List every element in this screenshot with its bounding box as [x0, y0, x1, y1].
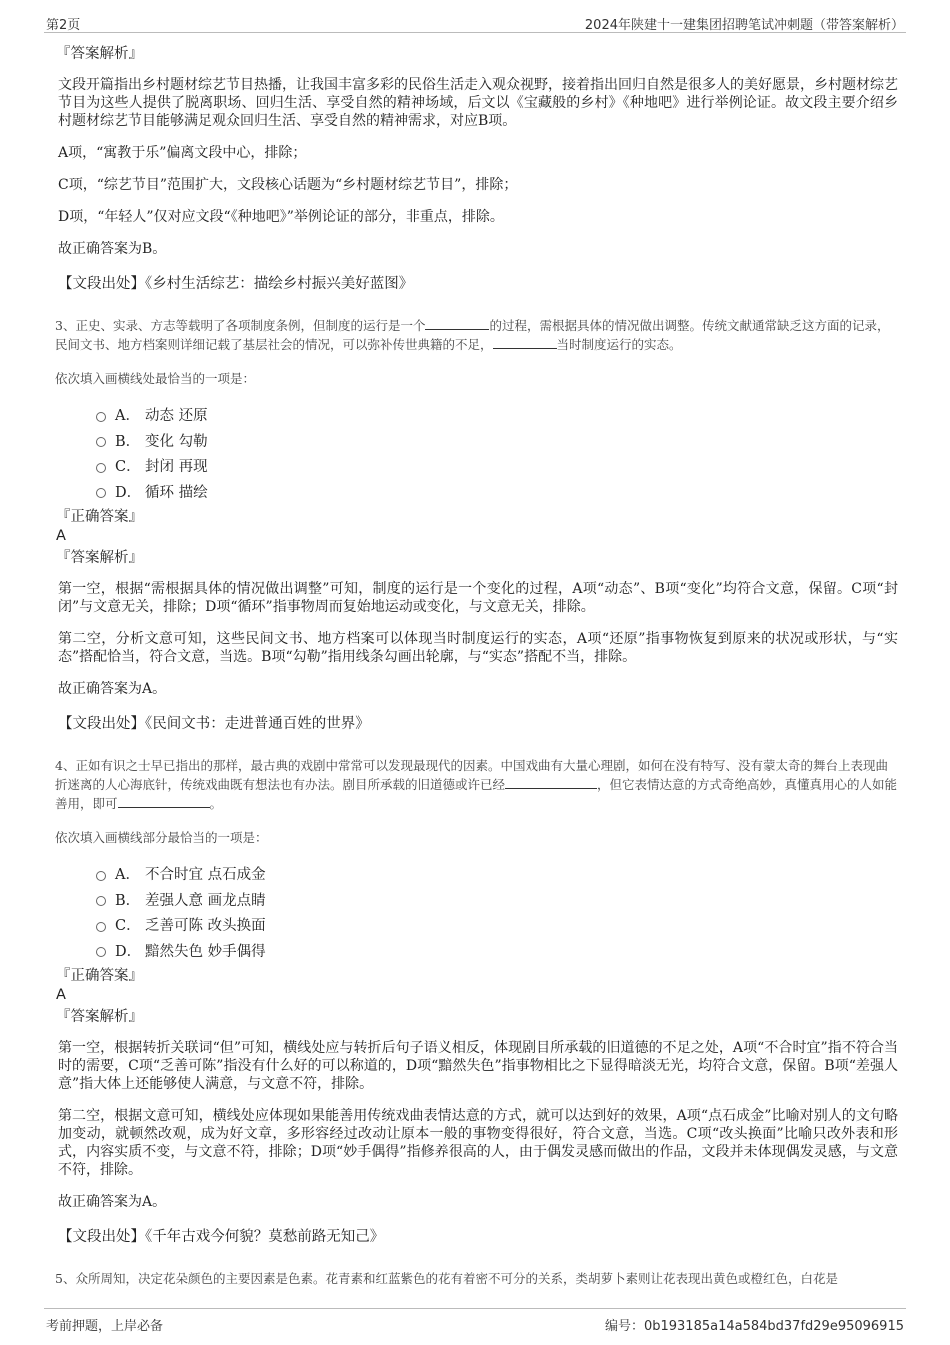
question-text: 当时制度运行的实态。 [556, 337, 682, 352]
fill-blank [118, 795, 210, 808]
option-letter: C． [115, 459, 141, 476]
analysis-paragraph: 第二空，根据文意可知，横线处应体现如果能善用传统戏曲表情达意的方式，就可以达到好的效果，A项“点石成金”比喻对别人的文句略加变动，就顿然改观，成为好文章，多形容经过改动让原本一般的事物变得很好，符合文意，当选。C项“改头换面”比喻只改外表和形式，内容实质不变，与文意不符，排除；D项“妙手偶得”指修养很高的人，由于偶发灵感而做出的作品，文段并未体现偶发灵感，与文意不符，排除。 [58, 1108, 898, 1178]
analysis-label: 『答案解析』 [56, 1009, 143, 1025]
analysis-label: 『答案解析』 [56, 46, 143, 62]
page-footer [44, 1308, 906, 1335]
correct-answer-value: A [56, 987, 66, 1003]
source-citation: 【文段出处】《民间文书：走进普通百姓的世界》 [58, 716, 370, 732]
footer-slogan: 考前押题，上岸必备 [46, 1319, 164, 1334]
option-b[interactable] [96, 428, 898, 454]
main-content [55, 44, 898, 1288]
source-citation: 【文段出处】《千年古戏今何貌？莫愁前路无知己》 [58, 1229, 385, 1245]
question-instruction: 依次填入画横线处最恰当的一项是： [55, 371, 256, 386]
option-letter: B． [115, 892, 141, 909]
option-letter: A． [115, 867, 140, 884]
options-list [96, 861, 898, 963]
option-text: 不合时宜 点石成金 [145, 867, 266, 884]
final-answer-text: 故正确答案为A。 [58, 681, 167, 697]
analysis-paragraph: A项，“寓教于乐”偏离文段中心，排除； [58, 145, 307, 161]
option-text: 黯然失色 妙手偶得 [145, 943, 266, 960]
option-a[interactable] [96, 861, 898, 887]
option-text: 循环 描绘 [145, 484, 208, 501]
radio-icon[interactable] [96, 947, 106, 957]
option-letter: A． [115, 408, 140, 425]
page-number: 第2页 [46, 18, 81, 33]
document-id: 编号：0b193185a14a584bd37fd29e95096915 [604, 1319, 904, 1334]
question-text: ，但它表情达意的方式奇绝高妙，真懂真用心的人如能善用，即可 [55, 777, 898, 811]
radio-icon[interactable] [96, 488, 106, 498]
question-4 [55, 756, 898, 813]
radio-icon[interactable] [96, 922, 106, 932]
option-d[interactable] [96, 938, 898, 964]
correct-answer-label: 『正确答案』 [56, 509, 143, 525]
option-a[interactable] [96, 402, 898, 428]
option-text: 封闭 再现 [145, 459, 208, 476]
radio-icon[interactable] [96, 412, 106, 422]
analysis-paragraph: 文段开篇指出乡村题材综艺节目热播，让我国丰富多彩的民俗生活走入观众视野，接着指出回归自然是很多人的美好愿景，乡村题材综艺节目为这些人提供了脱离职场、回归生活、享受自然的精神场域，后文以《宝藏般的乡村》《种地吧》进行举例论证。故文段主要介绍乡村题材综艺节目能够满足观众回归生活、享受自然的精神需求，对应B项。 [58, 77, 898, 129]
fill-blank [493, 336, 557, 349]
question-text: 。 [209, 796, 223, 811]
fill-blank [425, 317, 489, 330]
analysis-paragraph: 第一空，根据转折关联词“但”可知，横线处应与转折后句子语义相反，体现剧目所承载的旧道德的不足之处，A项“不合时宜”指不符合当时的需要，C项“乏善可陈”指没有什么好的可以称道的，D项“黯然失色”指事物相比之下显得暗淡无光，均符合文意，保留。B项“差强人意”指大体上还能够使人满意，与文意不符，排除。 [58, 1040, 898, 1092]
analysis-paragraph: 第二空，分析文意可知，这些民间文书、地方档案可以体现当时制度运行的实态，A项“还原”指事物恢复到原来的状况或形状，与“实态”搭配恰当，符合文意，当选。B项“勾勒”指用线条勾画出轮廓，与“实态”搭配不当，排除。 [58, 631, 898, 665]
correct-answer-value: A [56, 528, 66, 544]
question-text: 3、正史、实录、方志等载明了各项制度条例，但制度的运行是一个 [55, 318, 426, 333]
question-text: 4、正如有识之士早已指出的那样，最古典的戏剧中常常可以发现最现代的因素。中国戏曲有大量心理剧，如何在没有特写、没有蒙太奇的舞台上表现曲折迷离的人心海底针，传统戏曲既有想法也有办法。剧目所承载的旧道德或许已经 [55, 758, 888, 792]
radio-icon[interactable] [96, 437, 106, 447]
question-text: 5、众所周知，决定花朵颜色的主要因素是色素。花青素和红蓝紫色的花有着密不可分的关系，类胡萝卜素则让花表现出黄色或橙红色，白花是 [55, 1271, 838, 1286]
radio-icon[interactable] [96, 896, 106, 906]
option-b[interactable] [96, 887, 898, 913]
analysis-label: 『答案解析』 [56, 550, 143, 566]
fill-blank [505, 776, 597, 789]
question-3 [55, 316, 898, 354]
option-c[interactable] [96, 912, 898, 938]
analysis-paragraph: 第一空，根据“需根据具体的情况做出调整”可知，制度的运行是一个变化的过程，A项“动态”、B项“变化”均符合文意，保留。C项“封闭”与文意无关，排除；D项“循环”指事物周而复始地运动或变化，与文意无关，排除。 [58, 581, 898, 615]
option-letter: D． [115, 484, 142, 501]
correct-answer-label: 『正确答案』 [56, 968, 143, 984]
option-text: 乏善可陈 改头换面 [145, 918, 266, 935]
final-answer-text: 故正确答案为B。 [58, 241, 167, 257]
option-text: 差强人意 画龙点睛 [145, 892, 266, 909]
document-title: 2024年陕建十一建集团招聘笔试冲刺题（带答案解析） [584, 18, 904, 33]
question-instruction: 依次填入画横线部分最恰当的一项是： [55, 830, 268, 845]
option-letter: B． [115, 433, 141, 450]
option-letter: D． [115, 943, 142, 960]
option-c[interactable] [96, 453, 898, 479]
option-letter: C． [115, 918, 141, 935]
option-d[interactable] [96, 479, 898, 505]
radio-icon[interactable] [96, 463, 106, 473]
question-5 [55, 1269, 898, 1288]
option-text: 动态 还原 [145, 408, 208, 425]
source-citation: 【文段出处】《乡村生活综艺：描绘乡村振兴美好蓝图》 [58, 276, 414, 292]
radio-icon[interactable] [96, 871, 106, 881]
page-header [44, 10, 906, 33]
analysis-paragraph: C项，“综艺节目”范围扩大，文段核心话题为“乡村题材综艺节目”，排除； [58, 177, 518, 193]
question-text: 的过程，需根据具体的情况做出调整。传统文献通常缺乏这方面的记录，民间文书、地方档案则详细记载了基层社会的情况，可以弥补传世典籍的不足， [55, 318, 890, 352]
option-text: 变化 勾勒 [145, 433, 208, 450]
options-list [96, 402, 898, 504]
analysis-paragraph: D项，“年轻人”仅对应文段“《种地吧》”举例论证的部分，非重点，排除。 [58, 209, 504, 225]
final-answer-text: 故正确答案为A。 [58, 1194, 167, 1210]
